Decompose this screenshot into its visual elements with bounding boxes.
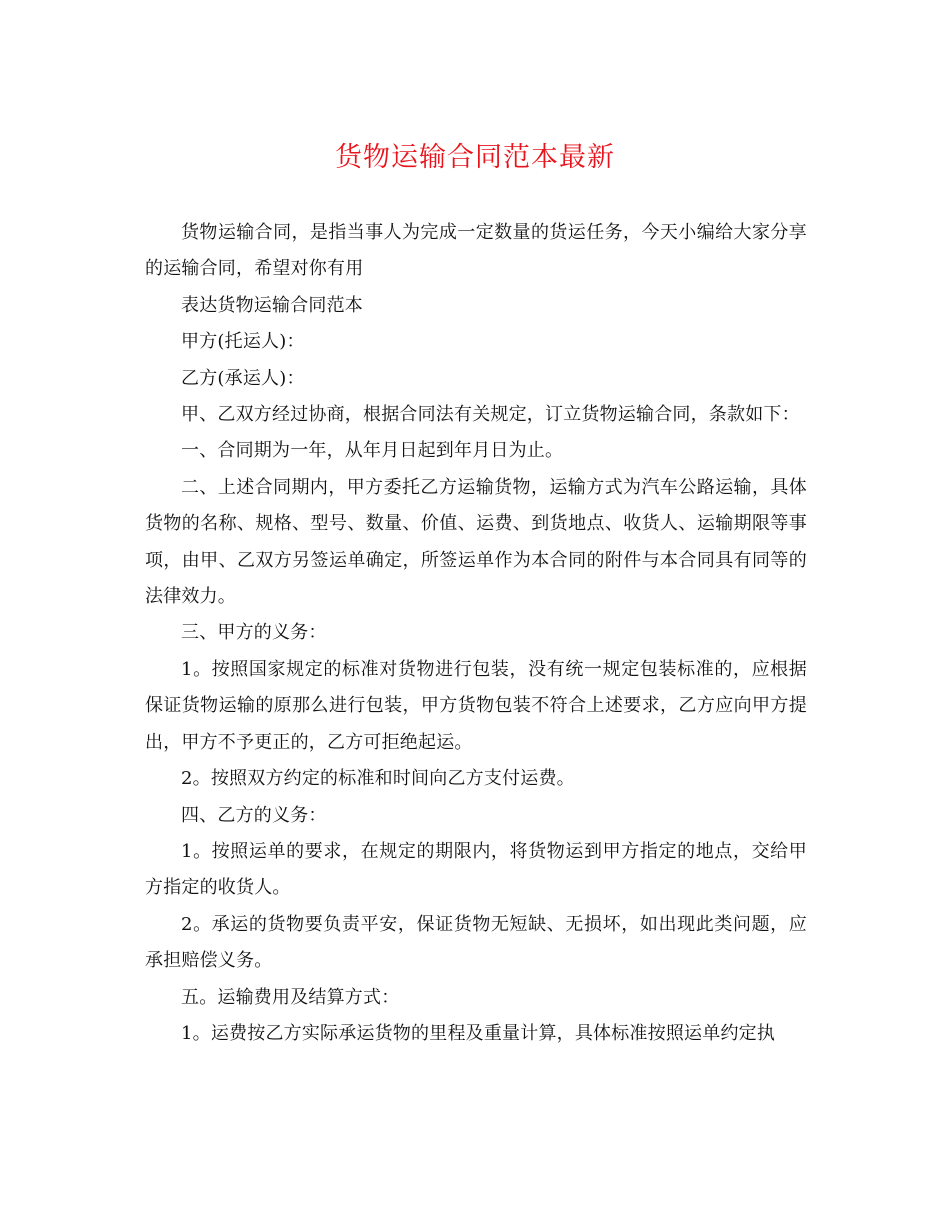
paragraph-party-a: 甲方(托运人)： xyxy=(181,331,305,353)
paragraph-subtitle: 表达货物运输合同范本 xyxy=(181,294,363,316)
paragraph-clause-4-item-1: 1。按照运单的要求，在规定的期限内，将货物运到甲方指定的地点，交给甲方指定的收货人。 xyxy=(145,840,807,899)
document-body xyxy=(145,215,807,1052)
paragraph-clause-4-item-2: 2。承运的货物要负责平安，保证货物无短缺、无损坏，如出现此类问题，应承担赔偿义务。 xyxy=(145,913,807,972)
paragraph-clause-5-heading: 五。运输费用及结算方式： xyxy=(181,986,400,1008)
paragraph-intro: 货物运输合同，是指当事人为完成一定数量的货运任务，今天小编给大家分享的运输合同，希望对你有用 xyxy=(145,222,807,280)
paragraph-clause-1: 一、合同期为一年，从年月日起到年月日为止。 xyxy=(181,440,564,462)
paragraph-clause-4-heading: 四、乙方的义务： xyxy=(181,804,327,826)
paragraph-clause-2: 二、上述合同期内，甲方委托乙方运输货物，运输方式为汽车公路运输，具体货物的名称、规格、型号、数量、价值、运费、到货地点、收货人、运输期限等事项，由甲、乙双方另签运单确定，所签运单作为本合同的附件与本合同具有同等的法律效力。 xyxy=(145,476,807,608)
paragraph-clause-3-item-2: 2。按照双方约定的标准和时间向乙方支付运费。 xyxy=(181,768,575,790)
paragraph-preamble: 甲、乙双方经过协商，根据合同法有关规定，订立货物运输合同，条款如下： xyxy=(181,404,800,426)
document-title: 货物运输合同范本最新 xyxy=(335,142,615,173)
paragraph-clause-3-item-1: 1。按照国家规定的标准对货物进行包装，没有统一规定包装标准的，应根据保证货物运输的原那么进行包装，甲方货物包装不符合上述要求，乙方应向甲方提出，甲方不予更正的，乙方可拒绝起运。 xyxy=(145,658,807,753)
paragraph-clause-3-heading: 三、甲方的义务： xyxy=(181,622,327,644)
paragraph-party-b: 乙方(承运人)： xyxy=(181,367,305,389)
paragraph-clause-5-item-1: 1。运费按乙方实际承运货物的里程及重量计算，具体标准按照运单约定执 xyxy=(181,1022,776,1044)
